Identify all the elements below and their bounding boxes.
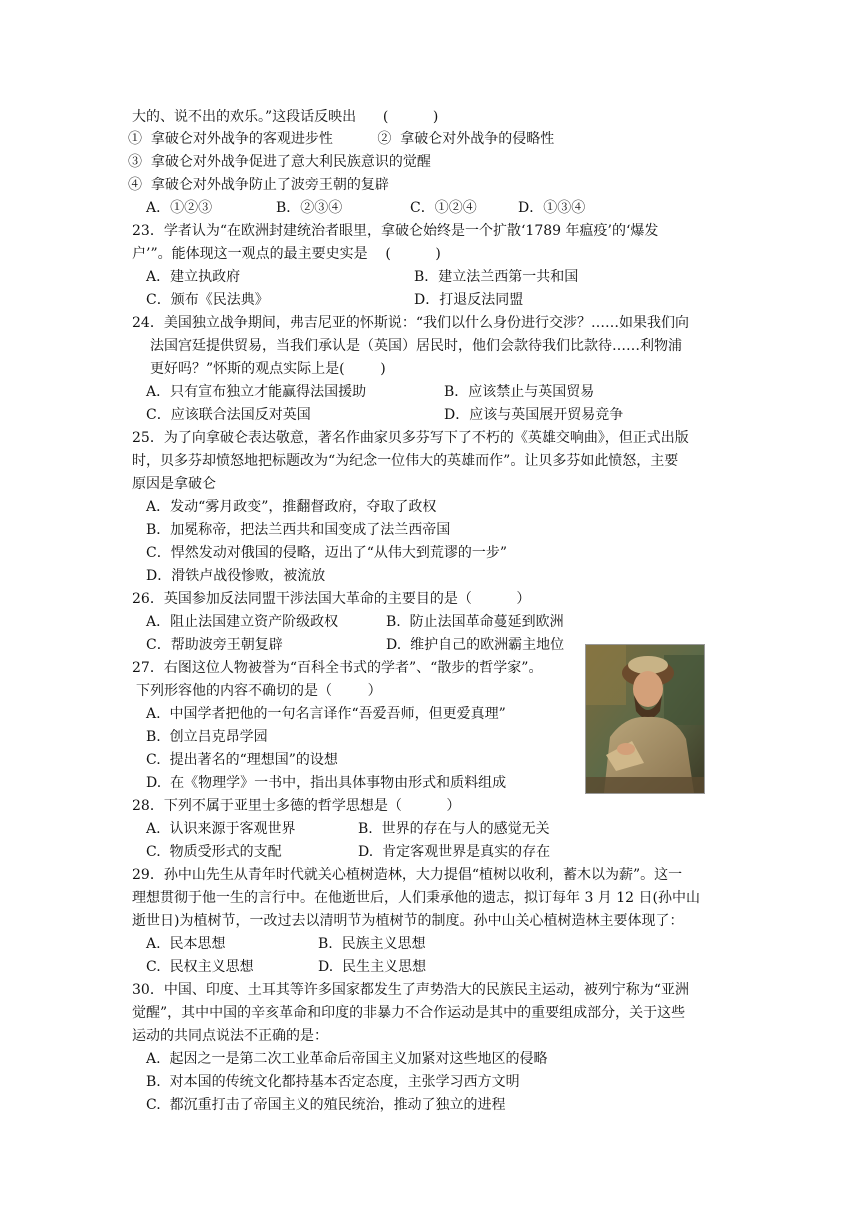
question-text: 时，贝多芬却愤怒地把标题改为“为纪念一位伟大的英雄而作”。让贝多芬如此愤怒，主要 (132, 453, 679, 469)
question-text: 法国宫廷提供贸易，当我们承认是（英国）居民时，他们会款待我们比款待……利物浦 (150, 338, 682, 354)
philosopher-portrait (585, 644, 705, 794)
question-27: 27．右图这位人物被誉为“百科全书式的学者”、“散步的哲学家”。 (132, 660, 543, 676)
choice-b: B. 防止法国革命蔓延到欧洲 (386, 614, 564, 630)
option-line: ④ 拿破仑对外战争防止了波旁王朝的复辟 (128, 177, 389, 193)
portrait-illustration (586, 645, 704, 793)
choice-d: D．打退反法同盟 (414, 292, 524, 308)
question-29: 29．孙中山先生从青年时代就关心植树造林，大力提倡“植树以收利，蓄木以为薪”。这一 (132, 867, 683, 883)
choice-b: B．应该禁止与英国贸易 (444, 384, 595, 400)
choice-b: B．加冕称帝，把法兰西共和国变成了法兰西帝国 (146, 522, 451, 538)
choice-d: D．①③④ (518, 200, 586, 216)
question-text: 下列形容他的内容不确切的是（ ） (136, 683, 382, 699)
choice-d: D. 维护自己的欧洲霸主地位 (386, 637, 565, 653)
choice-a: A．阻止法国建立资产阶级政权 (146, 614, 339, 630)
question-text: 觉醒”，其中中国的辛亥革命和印度的非暴力不合作运动是其中的重要组成部分，关于这些 (132, 1005, 686, 1021)
question-25: 25．为了向拿破仑表达敬意，著名作曲家贝多芬写下了不朽的《英雄交响曲》，但正式出版 (132, 430, 689, 446)
choice-a: A. 认识来源于客观世界 (146, 821, 296, 837)
choice-c: C．应该联合法国反对英国 (146, 407, 311, 423)
text-line: 大的、说不出的欢乐。”这段话反映出 ( ) (132, 109, 439, 125)
choice-c: C. 民权主义思想 (146, 959, 254, 975)
choice-c: C．帮助波旁王朝复辟 (146, 637, 283, 653)
question-24: 24．美国独立战争期间，弗吉尼亚的怀斯说：“我们以什么身份进行交涉？……如果我们向 (132, 315, 689, 331)
question-text: 运动的共同点说法不正确的是： (132, 1028, 328, 1044)
choice-b: B. 民族主义思想 (318, 936, 426, 952)
choice-b: B. 创立吕克昂学园 (146, 729, 268, 745)
question-26: 26．英国参加反法同盟干涉法国大革命的主要目的是（ ） (132, 591, 531, 607)
choice-c: C. 提出著名的“理想国”的设想 (146, 752, 338, 768)
question-text: 户’”。能体现这一观点的最主要史实是 ( ) (132, 246, 441, 262)
choice-d: D. 民生主义思想 (318, 959, 427, 975)
option-line: ① 拿破仑对外战争的客观进步性 ② 拿破仑对外战争的侵略性 (128, 131, 555, 147)
choice-a: A. 中国学者把他的一句名言译作“吾爱吾师，但更爱真理” (146, 706, 506, 722)
option-line: ③ 拿破仑对外战争促进了意大利民族意识的觉醒 (128, 154, 431, 170)
choice-c: C. 都沉重打击了帝国主义的殖民统治，推动了独立的进程 (146, 1097, 506, 1113)
choice-b: B．②③④ (276, 200, 343, 216)
choice-b: B. 世界的存在与人的感觉无关 (358, 821, 550, 837)
question-28: 28．下列不属于亚里士多德的哲学思想是（ ） (132, 798, 461, 814)
choice-a: A．发动“雾月政变”，推翻督政府，夺取了政权 (146, 499, 437, 515)
choice-a: A. 民本思想 (146, 936, 226, 952)
choice-b: B. 对本国的传统文化都持基本否定态度，主张学习西方文明 (146, 1074, 520, 1090)
choice-a: A．建立执政府 (146, 269, 241, 285)
question-30: 30．中国、印度、土耳其等许多国家都发生了声势浩大的民族民主运动，被列宁称为“亚洲 (132, 982, 689, 998)
question-text: 理想贯彻于他一生的言行中。在他逝世后，人们秉承他的遗志，拟订每年 3 月 12 日(孙中山 (132, 890, 700, 906)
choice-c: C．颁布《民法典》 (146, 292, 269, 308)
choice-a: A．①②③ (146, 200, 213, 216)
choice-c: C. 物质受形式的支配 (146, 844, 282, 860)
choice-d: D．应该与英国展开贸易竞争 (444, 407, 624, 423)
choice-a: A．只有宣布独立才能赢得法国援助 (146, 384, 367, 400)
choice-c: C．①②④ (410, 200, 477, 216)
choice-d: D. 肯定客观世界是真实的存在 (358, 844, 551, 860)
choice-d: D．滑铁卢战役惨败，被流放 (146, 568, 326, 584)
choice-b: B．建立法兰西第一共和国 (414, 269, 579, 285)
choice-a: A. 起因之一是第二次工业革命后帝国主义加紧对这些地区的侵略 (146, 1051, 548, 1067)
question-text: 逝世日)为植树节，一改过去以清明节为植树节的制度。孙中山关心植树造林主要体现了： (132, 913, 684, 929)
question-text: 更好吗？”怀斯的观点实际上是( ) (150, 361, 386, 377)
question-text: 原因是拿破仑 (132, 476, 216, 492)
choice-c: C．悍然发动对俄国的侵略，迈出了“从伟大到荒谬的一步” (146, 545, 508, 561)
choice-d: D. 在《物理学》一书中，指出具体事物由形式和质料组成 (146, 775, 507, 791)
question-23: 23．学者认为“在欧洲封建统治者眼里，拿破仑始终是一个扩散‘1789 年瘟疫’的‘爆发 (132, 223, 659, 239)
